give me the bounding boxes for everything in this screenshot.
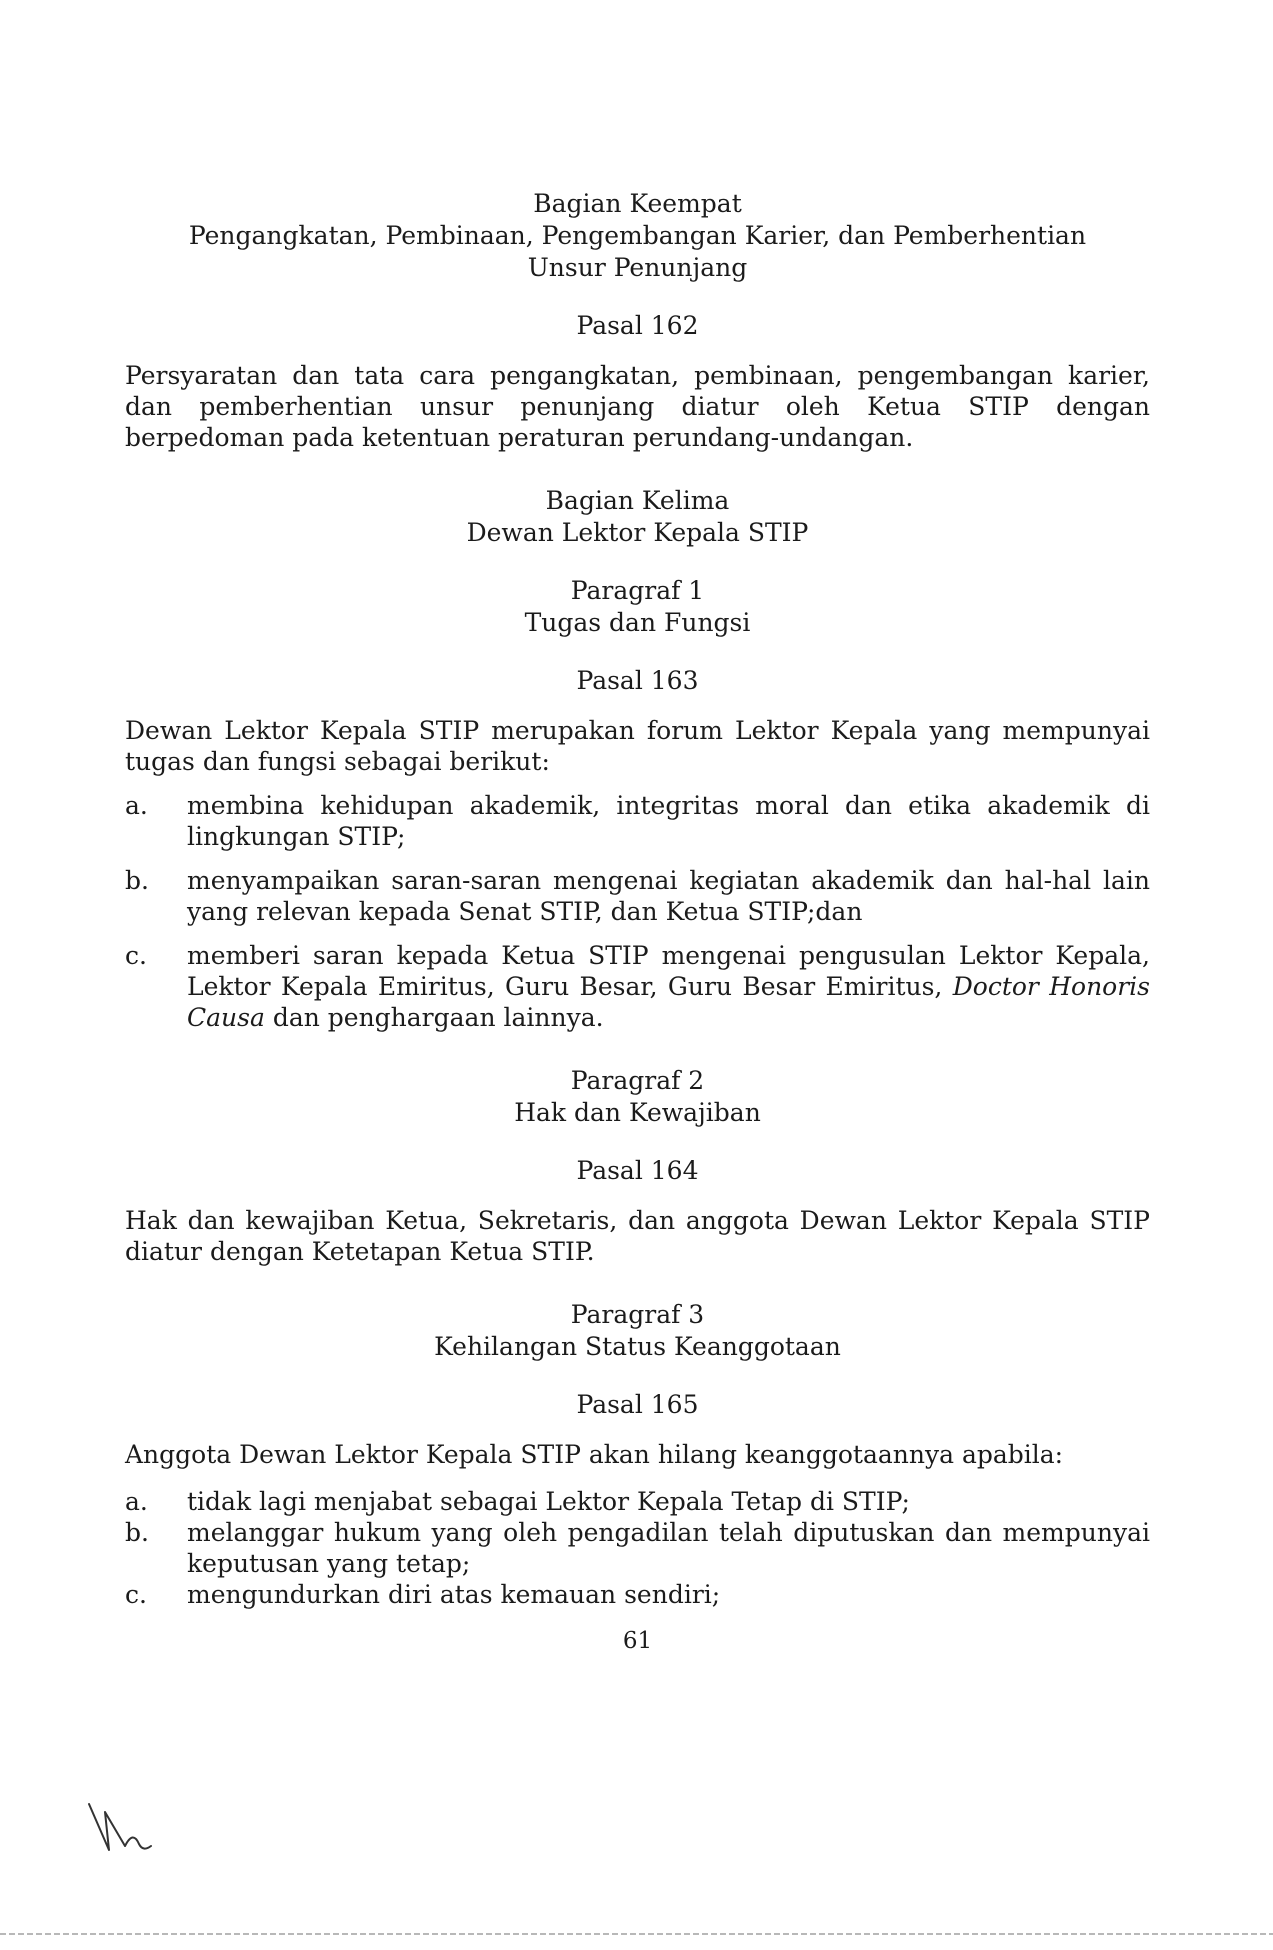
handwritten-initial-icon (85, 1800, 155, 1864)
section-heading: Bagian Keempat (533, 189, 742, 218)
article-intro: Anggota Dewan Lektor Kepala STIP akan hilang keanggotaannya apabila: (125, 1440, 1064, 1469)
page-number: 61 (622, 1628, 653, 1654)
list-item (125, 1579, 1150, 1610)
paragraph-heading-block (125, 1299, 1150, 1363)
list-marker: b. (125, 866, 149, 895)
list-item-text-part: dan penghargaan lainnya. (264, 1003, 604, 1032)
list-item-text: membina kehidupan akademik, integritas moral dan etika akademik di lingkungan STIP; (187, 791, 1150, 851)
paragraph-label: Paragraf 2 (570, 1066, 705, 1095)
paragraph-title: Tugas dan Fungsi (524, 608, 751, 637)
list-item-text (187, 940, 1150, 1033)
section-heading-block (125, 188, 1150, 284)
signature-mark-icon (85, 1800, 155, 1860)
list-item-text: tidak lagi menjabat sebagai Lektor Kepala Tetap di STIP; (187, 1487, 910, 1516)
paragraph-title: Kehilangan Status Keanggotaan (434, 1332, 841, 1361)
list-item (125, 1486, 1150, 1517)
section-heading: Bagian Kelima (545, 486, 730, 515)
article-text: Hak dan kewajiban Ketua, Sekretaris, dan anggota Dewan Lektor Kepala STIP diatur dengan Ketetapan Ketua STIP. (125, 1206, 1150, 1266)
paragraph-heading-block (125, 1065, 1150, 1129)
document-page (125, 188, 1150, 1654)
list-marker: a. (125, 1487, 148, 1516)
article-label: Pasal 165 (576, 1390, 699, 1419)
list-item (125, 865, 1150, 927)
article-list (125, 790, 1150, 1033)
list-item-text: menyampaikan saran-saran mengenai kegiatan akademik dan hal-hal lain yang relevan kepada Senat STIP, dan Ketua STIP;dan (187, 866, 1150, 926)
paragraph-label: Paragraf 1 (570, 576, 705, 605)
article-label: Pasal 163 (576, 666, 699, 695)
section-heading-block (125, 485, 1150, 549)
article-list (125, 1486, 1150, 1610)
article-label: Pasal 164 (576, 1156, 699, 1185)
paragraph-label: Paragraf 3 (570, 1300, 705, 1329)
paragraph-title: Hak dan Kewajiban (514, 1098, 761, 1127)
list-marker: c. (125, 941, 147, 970)
italic-term: Doctor Honoris Causa (187, 972, 1151, 1032)
list-item-text: melanggar hukum yang oleh pengadilan telah diputuskan dan mempunyai keputusan yang tetap; (187, 1518, 1150, 1578)
section-title: Dewan Lektor Kepala STIP (466, 518, 809, 547)
list-marker: a. (125, 791, 148, 820)
list-item (125, 790, 1150, 852)
section-title: Unsur Penunjang (527, 253, 748, 282)
scan-edge-line (0, 1933, 1273, 1935)
paragraph-heading-block (125, 575, 1150, 639)
section-title: Pengangkatan, Pembinaan, Pengembangan Karier, dan Pemberhentian (188, 221, 1087, 250)
article-text: Persyaratan dan tata cara pengangkatan, pembinaan, pengembangan karier, dan pemberhentian unsur penunjang diatur oleh Ketua STIP dengan berpedoman pada ketentuan peraturan perundang-undangan. (125, 361, 1150, 452)
article-intro: Dewan Lektor Kepala STIP merupakan forum Lektor Kepala yang mempunyai tugas dan fungsi sebagai berikut: (125, 716, 1150, 776)
list-item-text-part: memberi saran kepada Ketua STIP mengenai pengusulan Lektor Kepala, Lektor Kepala Emiritus, Guru Besar, Guru Besar Emiritus, (187, 941, 1150, 1001)
list-item (125, 1517, 1150, 1579)
list-marker: c. (125, 1580, 147, 1609)
list-marker: b. (125, 1518, 149, 1547)
list-item (125, 940, 1150, 1033)
list-item-text: mengundurkan diri atas kemauan sendiri; (187, 1580, 721, 1609)
article-label: Pasal 162 (576, 311, 699, 340)
